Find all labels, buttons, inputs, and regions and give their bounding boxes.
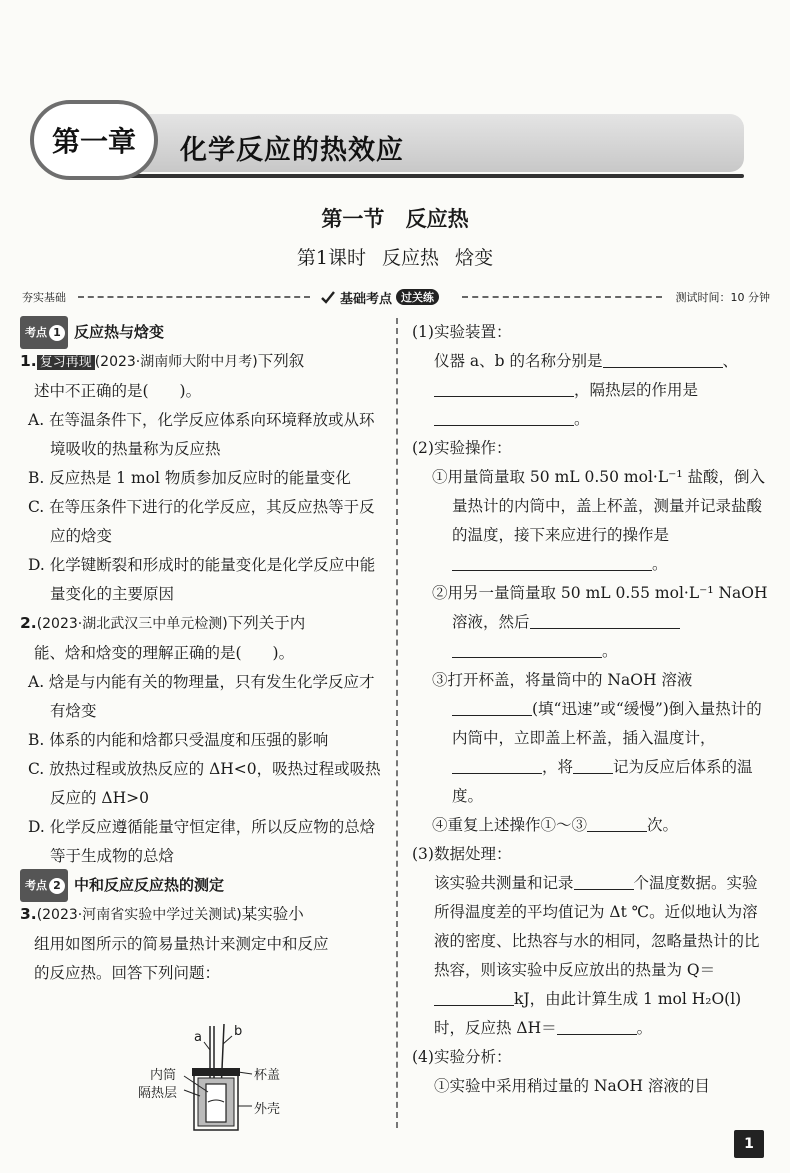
answer-blank[interactable] [603, 350, 723, 368]
column-divider [396, 318, 398, 1128]
question-number: 1. [20, 352, 37, 370]
kd-tag [20, 316, 68, 349]
kd-tag [20, 869, 68, 902]
answer-blank[interactable] [573, 756, 613, 774]
strip-dash-left [78, 296, 310, 298]
option-a: A. 焓是与内能有关的物理量，只有发生化学反应才有焓变 [28, 673, 375, 720]
answer-blank[interactable] [452, 640, 602, 658]
answer-blank[interactable] [434, 408, 574, 426]
text: ，将 [542, 758, 574, 776]
chapter-title: 化学反应的热效应 [180, 135, 404, 166]
step-4 [432, 811, 772, 840]
text: ，隔热层的作用是 [574, 381, 699, 399]
text: 该实验共测量和记录 [434, 874, 574, 892]
question-text: 下列关于内 [227, 614, 306, 632]
text: 。 [574, 410, 590, 428]
step-3 [432, 666, 772, 811]
calorimeter-figure [138, 1022, 290, 1134]
kd-tag-label: 考点 [25, 326, 47, 339]
text: 次。 [647, 816, 679, 834]
answer-blank[interactable] [557, 1017, 637, 1035]
answer-blank[interactable] [434, 988, 514, 1006]
kd-title: 中和反应反应热的测定 [74, 876, 225, 894]
text: ②用另一量筒量取 50 mL 0.55 mol·L⁻¹ NaOH 溶液，然后 [432, 584, 768, 631]
chapter-badge: 第一章 [30, 100, 158, 180]
question-number: 2. [20, 614, 37, 632]
strip-right-label: 测试时间：10 分钟 [675, 291, 770, 304]
strip-center [312, 286, 447, 308]
label-b: b [234, 1024, 243, 1039]
chapter-banner [22, 96, 744, 188]
label-a: a [194, 1030, 202, 1045]
answer-blank[interactable] [530, 611, 680, 629]
answer-blank[interactable] [452, 553, 652, 571]
pencil-check-icon [320, 289, 336, 305]
text: ①用量筒量取 50 mL 0.50 mol·L⁻¹ 盐酸，倒入量热计的内筒中，盖上杯盖，测量并记录盐酸的温度，接下来应进行的操作是 [432, 468, 765, 544]
lesson-title: 第1课时 反应热 焓变 [296, 247, 494, 269]
knowledge-point-2 [20, 871, 388, 900]
option-a: A. 在等温条件下，化学反应体系向环境释放或从环境吸收的热量称为反应热 [28, 411, 375, 458]
page-number: 1 [734, 1130, 764, 1158]
answer-blank[interactable] [434, 379, 574, 397]
strip-badge: 过关练 [396, 289, 439, 305]
question-text: 能、焓和焓变的理解正确的是( )。 [34, 644, 295, 662]
kd-tag-label: 考点 [25, 879, 47, 892]
text: kJ，由此计算生成 1 mol H₂O(l)时，反应热 ΔH＝ [434, 990, 742, 1037]
review-tag: 复习再现 [37, 355, 95, 370]
option-c: C. 在等压条件下进行的化学反应，其反应热等于反应的焓变 [28, 498, 375, 545]
right-column [412, 318, 772, 1101]
option-b: B. 体系的内能和焓都只受温度和压强的影响 [28, 731, 329, 749]
left-column [20, 318, 388, 988]
step-2 [432, 579, 772, 666]
answer-blank[interactable] [574, 872, 634, 890]
step-1 [432, 463, 772, 579]
question-text: 述中不正确的是( )。 [34, 382, 202, 400]
answer-blank[interactable] [587, 814, 647, 832]
part-4-heading: (4)实验分析： [412, 1048, 512, 1066]
text: ③打开杯盖，将量筒中的 NaOH 溶液 [432, 671, 693, 689]
kd-title: 反应热与焓变 [74, 323, 165, 341]
text: ④重复上述操作①～③ [432, 816, 588, 834]
question-text: 下列叙 [257, 352, 305, 370]
part-1-heading: (1)实验装置： [412, 323, 512, 341]
question-text: 某实验小 [241, 905, 304, 923]
question-source: (2023·湖北武汉三中单元检测) [36, 616, 228, 632]
section-title: 第一节 反应热 [321, 207, 469, 231]
strip-left-label: 夯实基础 [22, 291, 66, 304]
question-source: (2023·湖南师大附中月考) [94, 354, 258, 370]
part-3-text [412, 869, 772, 1043]
question-2-stem [20, 609, 388, 639]
label-insulation: 隔热层 [138, 1086, 178, 1101]
text: 仪器 a、b 的名称分别是 [434, 352, 603, 370]
text: 。 [636, 1019, 653, 1037]
text: 个温度数据。实验所得温度差的平均值记为 Δt ℃。近似地认为溶液的密度、比热容与水的相同，忽略量热计的比热容，则该实验中反应放出的热量为 Q＝ [434, 874, 760, 979]
text: 、 [722, 352, 739, 370]
kd-num: 1 [49, 325, 65, 341]
strip-center-label: 基础考点 [340, 291, 393, 307]
text: 。 [652, 555, 668, 573]
strip-dash-right [462, 296, 662, 298]
answer-blank[interactable] [452, 698, 532, 716]
kd-num: 2 [49, 878, 65, 894]
label-inner-cup: 内筒 [150, 1068, 177, 1083]
option-d: D. 化学反应遵循能量守恒定律，所以反应物的总焓等于生成物的总焓 [28, 818, 376, 865]
option-d: D. 化学键断裂和形成时的能量变化是化学反应中能量变化的主要原因 [28, 556, 376, 603]
text: 记为反应后体系的温度。 [452, 758, 753, 805]
part-2-heading: (2)实验操作： [412, 439, 512, 457]
part-1-text [412, 347, 772, 434]
option-b: B. 反应热是 1 mol 物质参加反应时的能量变化 [28, 469, 351, 487]
answer-blank[interactable] [452, 756, 542, 774]
text: (填“迅速”或“缓慢”)倒入量热计的内筒中，立即盖上杯盖，插入温度计， [452, 700, 762, 747]
knowledge-point-1 [20, 318, 388, 347]
question-text: 的反应热。回答下列问题： [34, 964, 221, 982]
label-lid: 杯盖 [254, 1068, 281, 1083]
question-3-stem [20, 900, 388, 930]
question-text: 组用如图所示的简易量热计来测定中和反应 [34, 935, 329, 953]
text: 。 [602, 642, 618, 660]
question-number: 3. [20, 905, 37, 923]
question-1-stem [20, 347, 388, 377]
part-4-text: ①实验中采用稍过量的 NaOH 溶液的目 [434, 1077, 710, 1095]
option-c: C. 放热过程或放热反应的 ΔH<0，吸热过程或吸热反应的 ΔH>0 [28, 760, 381, 807]
section-strip [22, 286, 770, 308]
question-source: (2023·河南省实验中学过关测试) [36, 907, 242, 923]
part-3-heading: (3)数据处理： [412, 845, 512, 863]
label-shell: 外壳 [254, 1102, 281, 1117]
